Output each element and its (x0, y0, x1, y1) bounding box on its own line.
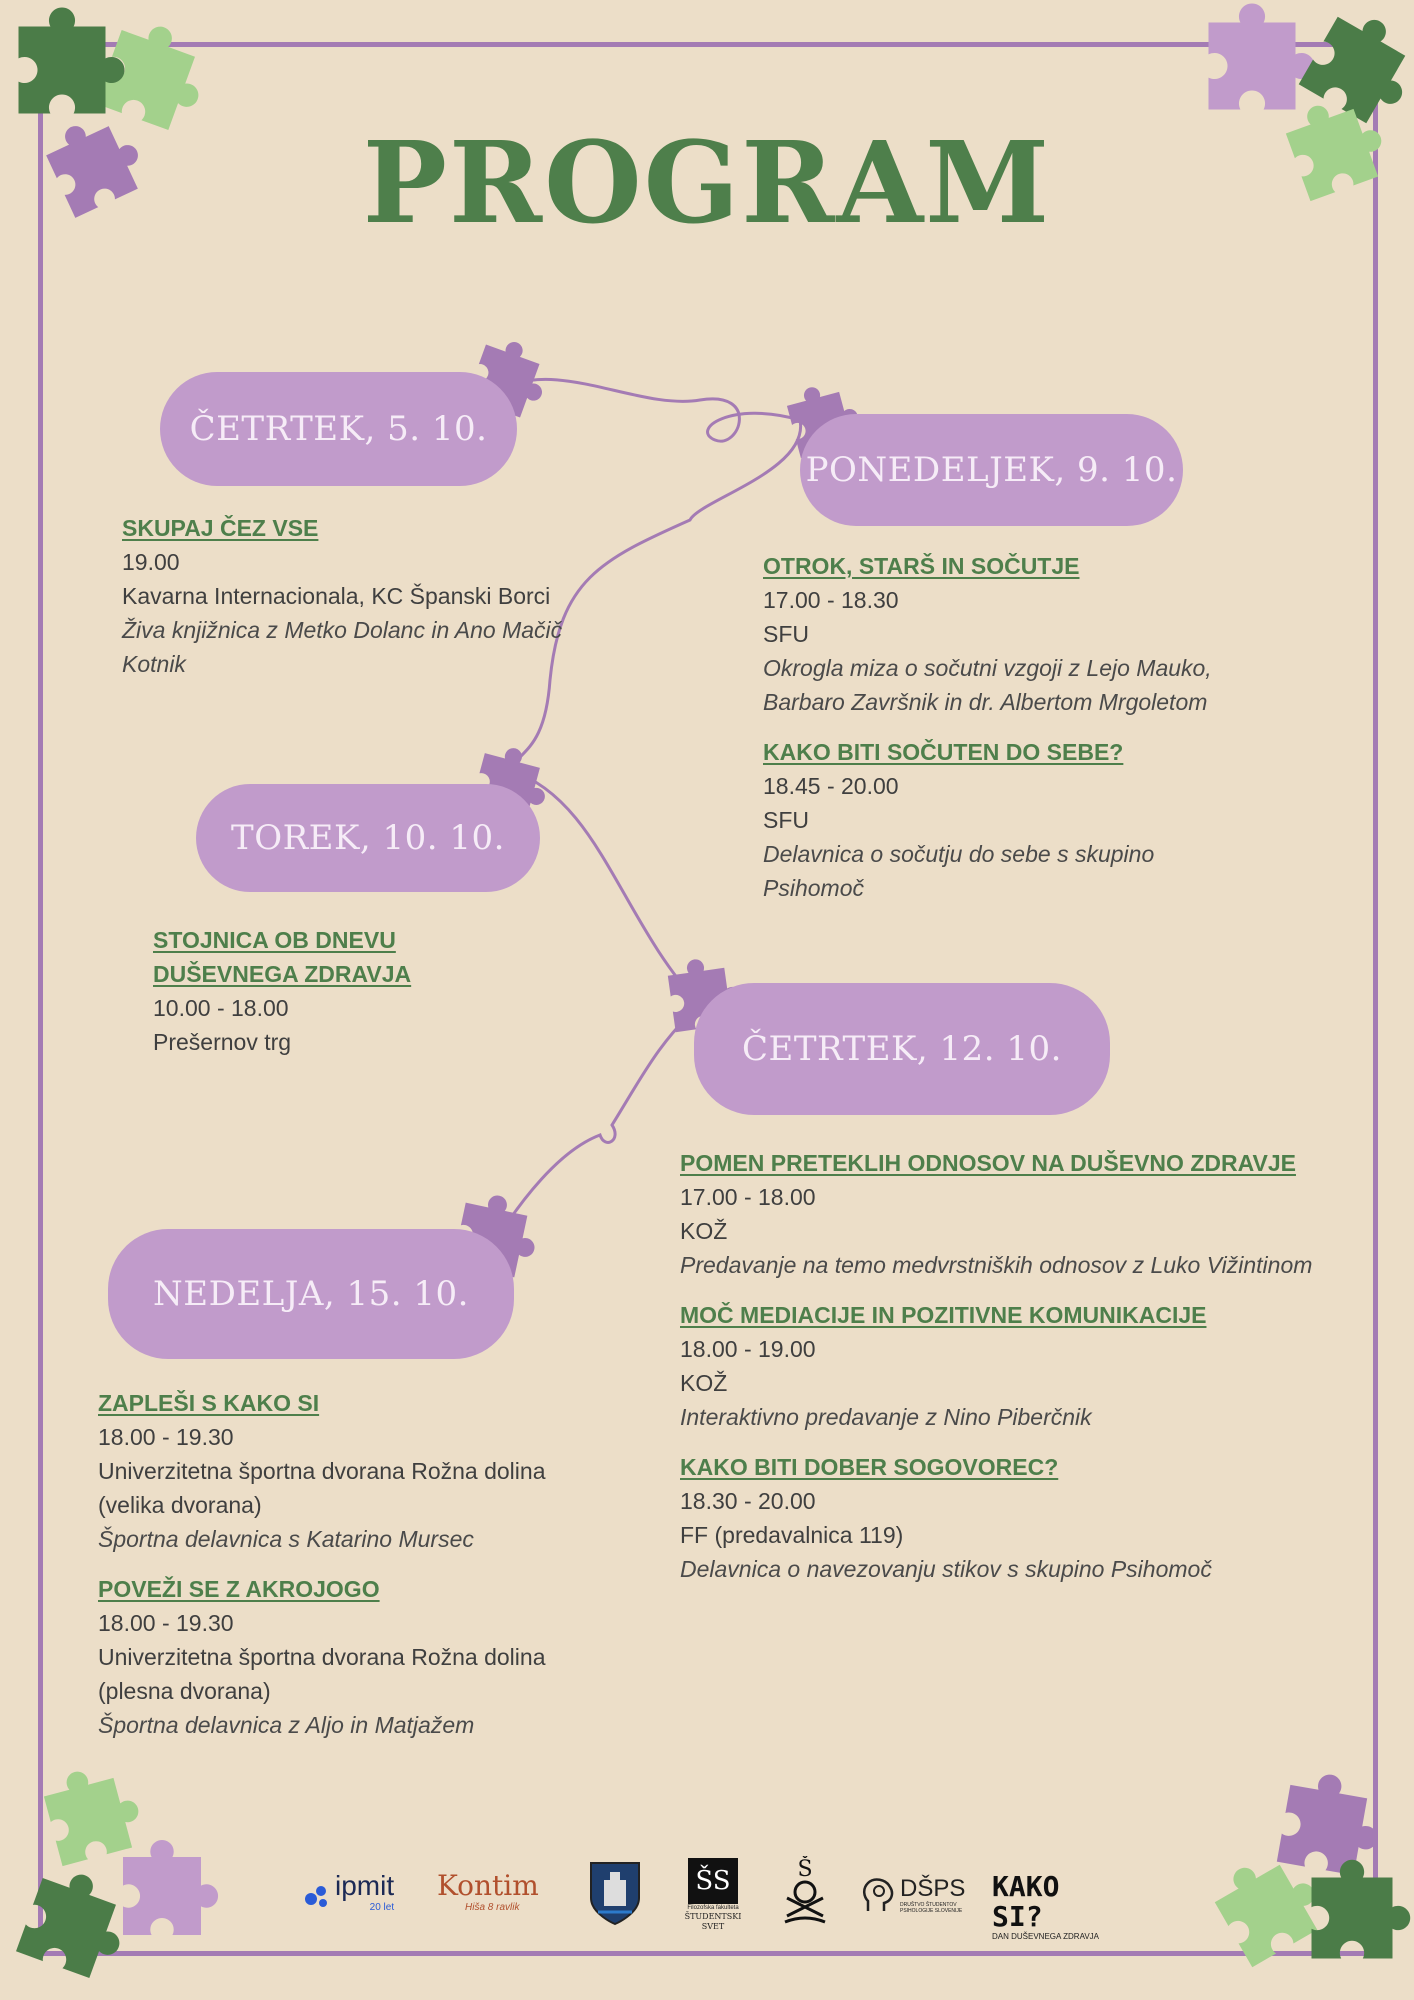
day-events-tuesday-10 (153, 923, 483, 1075)
event-description: Interaktivno predavanje z Nino Piberčnik (680, 1404, 1092, 1430)
event-description: Predavanje na temo medvrstniških odnosov z Luko Vižintinom (680, 1252, 1313, 1278)
event-time: 18.45 - 20.00 (763, 773, 899, 799)
event-description: Živa knjižnica z Metko Dolanc in Ano Mačič Kotnik (122, 617, 563, 677)
event-title: POVEŽI SE Z AKROJOGO (98, 1576, 380, 1602)
event-title: KAKO BITI SOČUTEN DO SEBE? (763, 739, 1124, 765)
event-time: 18.00 - 19.00 (680, 1336, 816, 1362)
event-title: OTROK, STARŠ IN SOČUTJE (763, 553, 1080, 579)
kako-si-sub: DAN DUŠEVNEGA ZDRAVJA (992, 1932, 1099, 1941)
event-title: ZAPLEŠI S KAKO SI (98, 1390, 320, 1416)
page-title: PROGRAM (362, 118, 1052, 249)
ipmit-logo (303, 1872, 403, 1922)
puzzle-icon (1277, 1768, 1387, 1878)
puzzle-icon (1209, 3, 1315, 109)
dsps-logo (860, 1870, 970, 1920)
event-time: 17.00 - 18.00 (680, 1184, 816, 1210)
event-place: Kavarna Internacionala, KC Španski Borci (122, 583, 551, 609)
event-place: SFU (763, 807, 809, 833)
sof-logo (775, 1856, 835, 1930)
event-place: Univerzitetna športna dvorana Rožna dolina (velika dvorana) (98, 1458, 546, 1518)
kontim-sub: Hiša 8 ravlik (465, 1902, 520, 1913)
event-place: SFU (763, 621, 809, 647)
dsps-sub: DRUŠTVO ŠTUDENTOV PSIHOLOGIJE SLOVENIJE (900, 1902, 963, 1914)
coat-of-arms-icon (588, 1860, 642, 1926)
event-time: 10.00 - 18.00 (153, 995, 289, 1021)
event (763, 549, 1283, 719)
event (680, 1450, 1328, 1586)
event-title: MOČ MEDIACIJE IN POZITIVNE KOMUNIKACIJE (680, 1302, 1207, 1328)
head-profile-icon (860, 1875, 896, 1915)
event-description: Okrogla miza o sočutni vzgoji z Lejo Mauko, Barbaro Završnik in dr. Albertom Mrgoletom (763, 655, 1212, 715)
event-description: Športna delavnica s Katarino Mursec (98, 1526, 474, 1552)
kako-si-logo (992, 1870, 1116, 1941)
puzzle-icon (16, 1862, 138, 1984)
svg-text:Š: Š (797, 1857, 813, 1882)
day-events-thursday-12 (680, 1146, 1328, 1602)
event-title: SKUPAJ ČEZ VSE (122, 515, 319, 541)
event-time: 18.30 - 20.00 (680, 1488, 816, 1514)
puzzle-icon (1312, 1860, 1411, 1959)
event (122, 511, 632, 681)
event-time: 19.00 (122, 549, 180, 575)
event-time: 17.00 - 18.30 (763, 587, 899, 613)
event (153, 923, 483, 1059)
event (680, 1146, 1328, 1282)
day-events-monday-9 (763, 549, 1283, 921)
studentski-svet-name: ŠTUDENTSKI SVET (684, 1912, 742, 1931)
event (98, 1572, 608, 1742)
day-events-thursday-5 (122, 511, 632, 697)
event-title: STOJNICA OB DNEVU DUŠEVNEGA ZDRAVJA (153, 927, 412, 987)
day-pill-tuesday-10: TOREK, 10. 10. (196, 784, 540, 892)
event-place: KOŽ (680, 1218, 728, 1244)
sof-icon (775, 1856, 835, 1930)
event-description: Delavnica o sočutju do sebe s skupino Psihomoč (763, 841, 1155, 901)
event (763, 735, 1283, 905)
event-time: 18.00 - 19.30 (98, 1610, 234, 1636)
day-pill-thursday-5: ČETRTEK, 5. 10. (160, 372, 517, 486)
event-place: Prešernov trg (153, 1029, 292, 1055)
event-title: KAKO BITI DOBER SOGOVOREC? (680, 1454, 1059, 1480)
event-place: KOŽ (680, 1370, 728, 1396)
day-events-sunday-15 (98, 1386, 608, 1758)
kako-si-name: KAKO SI? (992, 1870, 1060, 1933)
puzzle-icon (123, 1840, 218, 1935)
event-place: FF (predavalnica 119) (680, 1522, 904, 1548)
event (680, 1298, 1328, 1434)
timeline-string (490, 379, 801, 1250)
kontim-logo (437, 1870, 551, 1922)
studentski-svet-logo: ŠS Filozofska fakulteta ŠTUDENTSKI SVET (682, 1858, 744, 1932)
puzzle-icon (40, 1759, 147, 1866)
event-place: Univerzitetna športna dvorana Rožna dolina (plesna dvorana) (98, 1644, 546, 1704)
studentski-svet-sub: Filozofska fakulteta (687, 1905, 739, 1911)
ipmit-sub: 20 let (369, 1902, 395, 1913)
day-pill-thursday-12: ČETRTEK, 12. 10. (694, 983, 1110, 1115)
event-time: 18.00 - 19.30 (98, 1424, 234, 1450)
kontim-name: Kontim (437, 1869, 539, 1902)
day-pill-monday-9: PONEDELJEK, 9. 10. (800, 414, 1183, 526)
ipmit-name: ipmit (335, 1870, 395, 1901)
dsps-name: DŠPS (900, 1875, 966, 1902)
event-title: POMEN PRETEKLIH ODNOSOV NA DUŠEVNO ZDRAVJE (680, 1150, 1296, 1176)
ipmit-mark-icon (303, 1883, 331, 1911)
coat-of-arms-logo (588, 1860, 642, 1926)
event (98, 1386, 608, 1556)
day-pill-sunday-15: NEDELJA, 15. 10. (108, 1229, 514, 1359)
event-description: Delavnica o navezovanju stikov s skupino Psihomoč (680, 1556, 1212, 1582)
event-description: Športna delavnica z Aljo in Matjažem (98, 1712, 475, 1738)
